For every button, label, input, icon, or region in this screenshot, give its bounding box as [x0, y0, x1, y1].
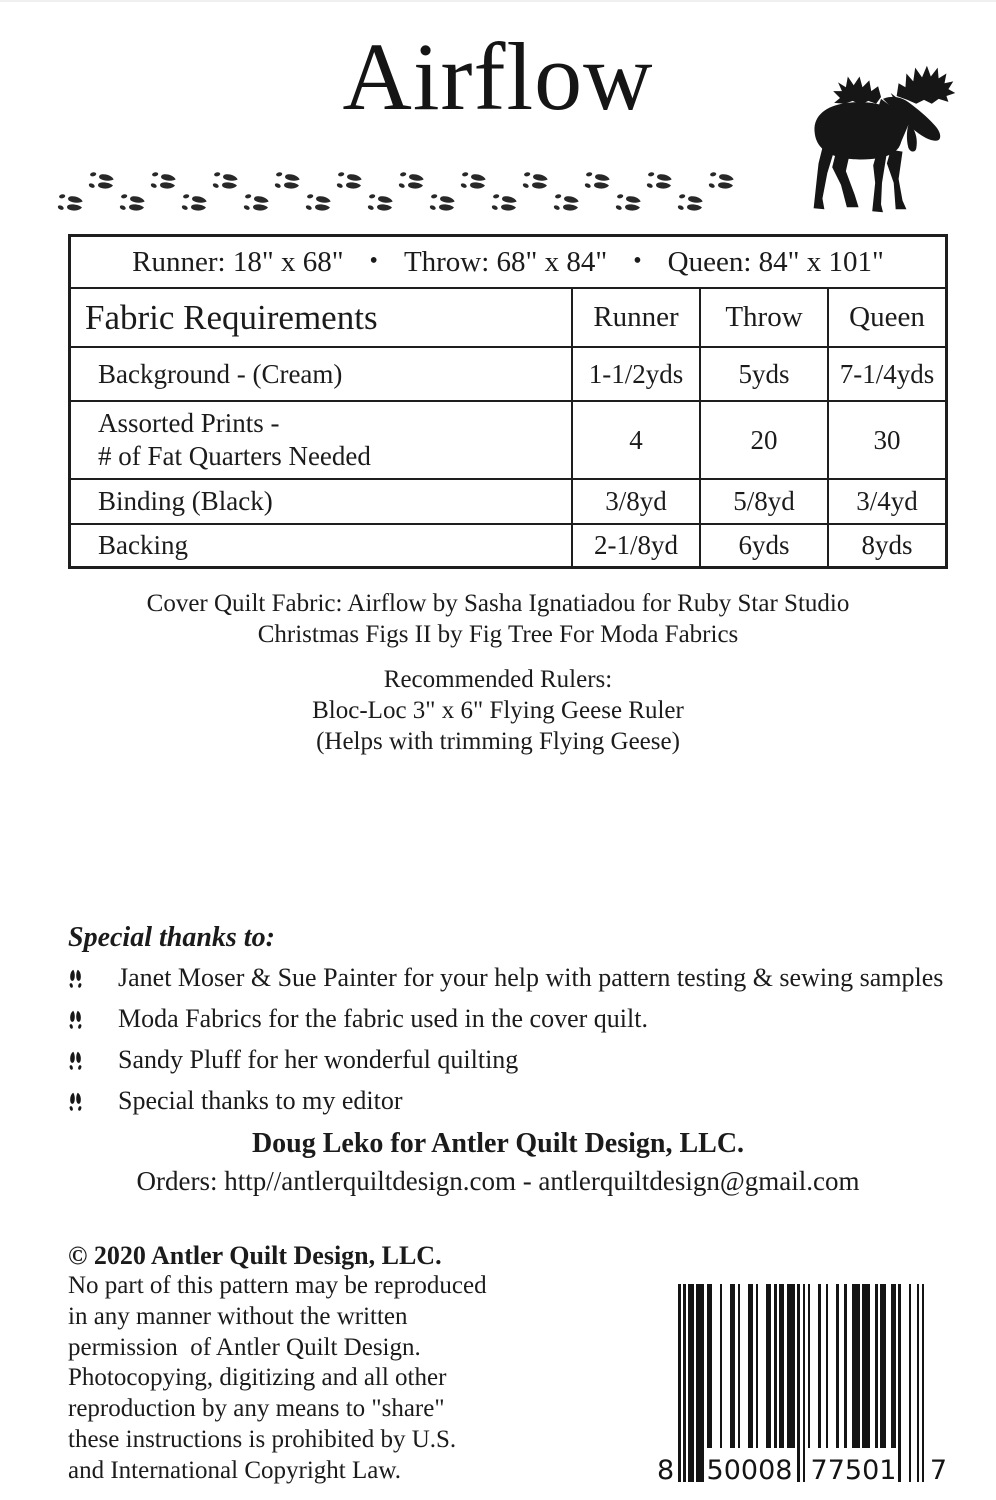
barcode-bars: [678, 1284, 925, 1482]
copyright-line: No part of this pattern may be reproduced: [68, 1272, 487, 1299]
upc-barcode: [657, 1284, 947, 1486]
thanks-list: [68, 964, 966, 1118]
hoofprint-icon: [614, 191, 642, 214]
trail-hoofprint: [370, 190, 397, 217]
fabric-requirements-table: [68, 234, 948, 569]
copyright-line: permission of Antler Quilt Design.: [68, 1333, 421, 1361]
fabric-table-title: Fabric Requirements: [85, 297, 378, 337]
trail-hoofprint: [556, 190, 583, 217]
trail-hoofprint: [711, 168, 738, 195]
trail-hoofprint: [215, 168, 242, 195]
row-value: 7-1/4yds: [827, 348, 945, 400]
hoofprint-icon: [676, 191, 704, 214]
hoofprint-icon: [68, 1010, 83, 1030]
trail-hoofprint: [649, 168, 676, 195]
hoofprint-icon: [707, 169, 735, 192]
cover-note-line: Christmas Figs II by Fig Tree For Moda Fabrics: [257, 621, 739, 648]
moose-right-antler: [897, 66, 956, 104]
barcode-digit-check: 7: [929, 1455, 947, 1486]
trail-hoofprint: [91, 168, 118, 195]
trail-hoofprint: [122, 190, 149, 217]
trail-hoofprint: [401, 168, 428, 195]
thanks-item: [68, 1005, 966, 1036]
thanks-item-text: Janet Moser & Sue Painter for your help with pattern testing & sewing samples: [118, 963, 944, 992]
hoofprint-icon: [428, 191, 456, 214]
special-thanks-section: [68, 922, 966, 1128]
hoofprint-icon: [459, 169, 487, 192]
pattern-back-page: [0, 2, 996, 1500]
trail-hoofprint: [618, 190, 645, 217]
barcode-digit-group-left: 50008: [706, 1455, 793, 1486]
ruler-note-line: Recommended Rulers:: [383, 666, 613, 693]
moose-icon: [798, 54, 966, 220]
copyright-line: and International Copyright Law.: [68, 1456, 402, 1484]
recommended-rulers-notes: [0, 664, 996, 757]
hoofprint-icon: [87, 169, 115, 192]
hoofprint-bullet-icon: [68, 1046, 84, 1077]
cover-fabric-notes: [0, 588, 996, 650]
thanks-item-text: Sandy Pluff for her wonderful quilting: [118, 1045, 519, 1074]
hoofprint-trail: [60, 168, 780, 222]
row-label: Assorted Prints - # of Fat Quarters Needed: [98, 408, 371, 471]
column-header-runner: Runner: [571, 289, 699, 346]
size-item: Runner: 18" x 68": [132, 245, 344, 278]
trail-hoofprint: [339, 168, 366, 195]
row-value: 2-1/8yd: [571, 525, 699, 566]
moose-left-antler: [833, 76, 881, 104]
thanks-item: [68, 964, 966, 995]
trail-hoofprint: [277, 168, 304, 195]
hoofprint-icon: [68, 1051, 83, 1071]
row-value: 20: [699, 402, 827, 478]
hoofprint-icon: [366, 191, 394, 214]
row-value: 30: [827, 402, 945, 478]
copyright-block: [68, 1240, 648, 1487]
barcode-digit-system: 8: [657, 1455, 675, 1486]
column-header-throw: Throw: [699, 289, 827, 346]
row-value: 3/4yd: [827, 480, 945, 523]
hoofprint-icon: [490, 191, 518, 214]
row-value: 1-1/2yds: [571, 348, 699, 400]
hoofprint-bullet-icon: [68, 1005, 84, 1036]
size-item: Throw: 68" x 84": [403, 245, 608, 278]
barcode-digit-group-right: 77501: [810, 1455, 897, 1486]
hoofprint-icon: [273, 169, 301, 192]
trail-hoofprint: [184, 190, 211, 217]
hoofprint-icon: [242, 191, 270, 214]
table-row: [71, 346, 945, 400]
trail-hoofprint: [246, 190, 273, 217]
hoofprint-icon: [335, 169, 363, 192]
table-header-row: [71, 287, 945, 346]
copyright-line: reproduction by any means to "share": [68, 1395, 445, 1423]
size-item: Queen: 84" x 101": [667, 245, 884, 278]
column-header-queen: Queen: [827, 289, 945, 346]
thanks-item: [68, 1087, 966, 1118]
size-separator-dot: •: [633, 247, 642, 274]
thanks-item: [68, 1046, 966, 1077]
quilt-sizes-row: [71, 237, 945, 287]
table-row: [71, 478, 945, 523]
thanks-heading: Special thanks to:: [68, 922, 275, 953]
row-value: 5/8yd: [699, 480, 827, 523]
trail-hoofprint: [463, 168, 490, 195]
orders-contact-line: Orders: http//antlerquiltdesign.com - antlerquiltdesign@gmail.com: [136, 1166, 860, 1196]
trail-hoofprint: [525, 168, 552, 195]
row-label: Backing: [98, 530, 188, 560]
copyright-heading: © 2020 Antler Quilt Design, LLC.: [68, 1241, 442, 1270]
size-separator-dot: •: [369, 247, 378, 274]
copyright-line: in any manner without the written: [68, 1302, 408, 1330]
trail-hoofprint: [494, 190, 521, 217]
hoofprint-icon: [180, 191, 208, 214]
cover-note-line: Cover Quilt Fabric: Airflow by Sasha Ignatiadou for Ruby Star Studio: [146, 590, 850, 617]
trail-hoofprint: [432, 190, 459, 217]
thanks-item-text: Moda Fabrics for the fabric used in the cover quilt.: [118, 1004, 648, 1033]
hoofprint-bullet-icon: [68, 1087, 84, 1118]
hoofprint-icon: [304, 191, 332, 214]
trail-hoofprint: [680, 190, 707, 217]
trail-hoofprint: [587, 168, 614, 195]
hoofprint-icon: [56, 191, 84, 214]
ruler-note-line: Bloc-Loc 3" x 6" Flying Geese Ruler: [312, 697, 684, 724]
hoofprint-icon: [552, 191, 580, 214]
hoofprint-bullet-icon: [68, 964, 84, 995]
hoofprint-icon: [68, 1092, 83, 1112]
hoofprint-icon: [68, 969, 83, 989]
trail-hoofprint: [153, 168, 180, 195]
row-value: 4: [571, 402, 699, 478]
trail-hoofprint: [308, 190, 335, 217]
row-value: 6yds: [699, 525, 827, 566]
row-value: 3/8yd: [571, 480, 699, 523]
designer-byline: Doug Leko for Antler Quilt Design, LLC.: [251, 1128, 745, 1159]
trail-hoofprint: [60, 190, 87, 217]
row-label: Binding (Black): [98, 486, 273, 516]
copyright-line: these instructions is prohibited by U.S.: [68, 1425, 457, 1453]
hoofprint-icon: [583, 169, 611, 192]
row-label: Background - (Cream): [98, 358, 343, 389]
thanks-item-text: Special thanks to my editor: [118, 1086, 403, 1115]
hoofprint-icon: [521, 169, 549, 192]
hoofprint-icon: [149, 169, 177, 192]
page-title: Airflow: [342, 23, 654, 130]
copyright-line: Photocopying, digitizing and all other: [68, 1364, 447, 1392]
hoofprint-icon: [118, 191, 146, 214]
table-row: [71, 400, 945, 478]
row-value: 5yds: [699, 348, 827, 400]
ruler-note-line: (Helps with trimming Flying Geese): [316, 728, 680, 755]
hoofprint-icon: [397, 169, 425, 192]
row-value: 8yds: [827, 525, 945, 566]
hoofprint-icon: [211, 169, 239, 192]
table-row: [71, 523, 945, 566]
hoofprint-icon: [645, 169, 673, 192]
